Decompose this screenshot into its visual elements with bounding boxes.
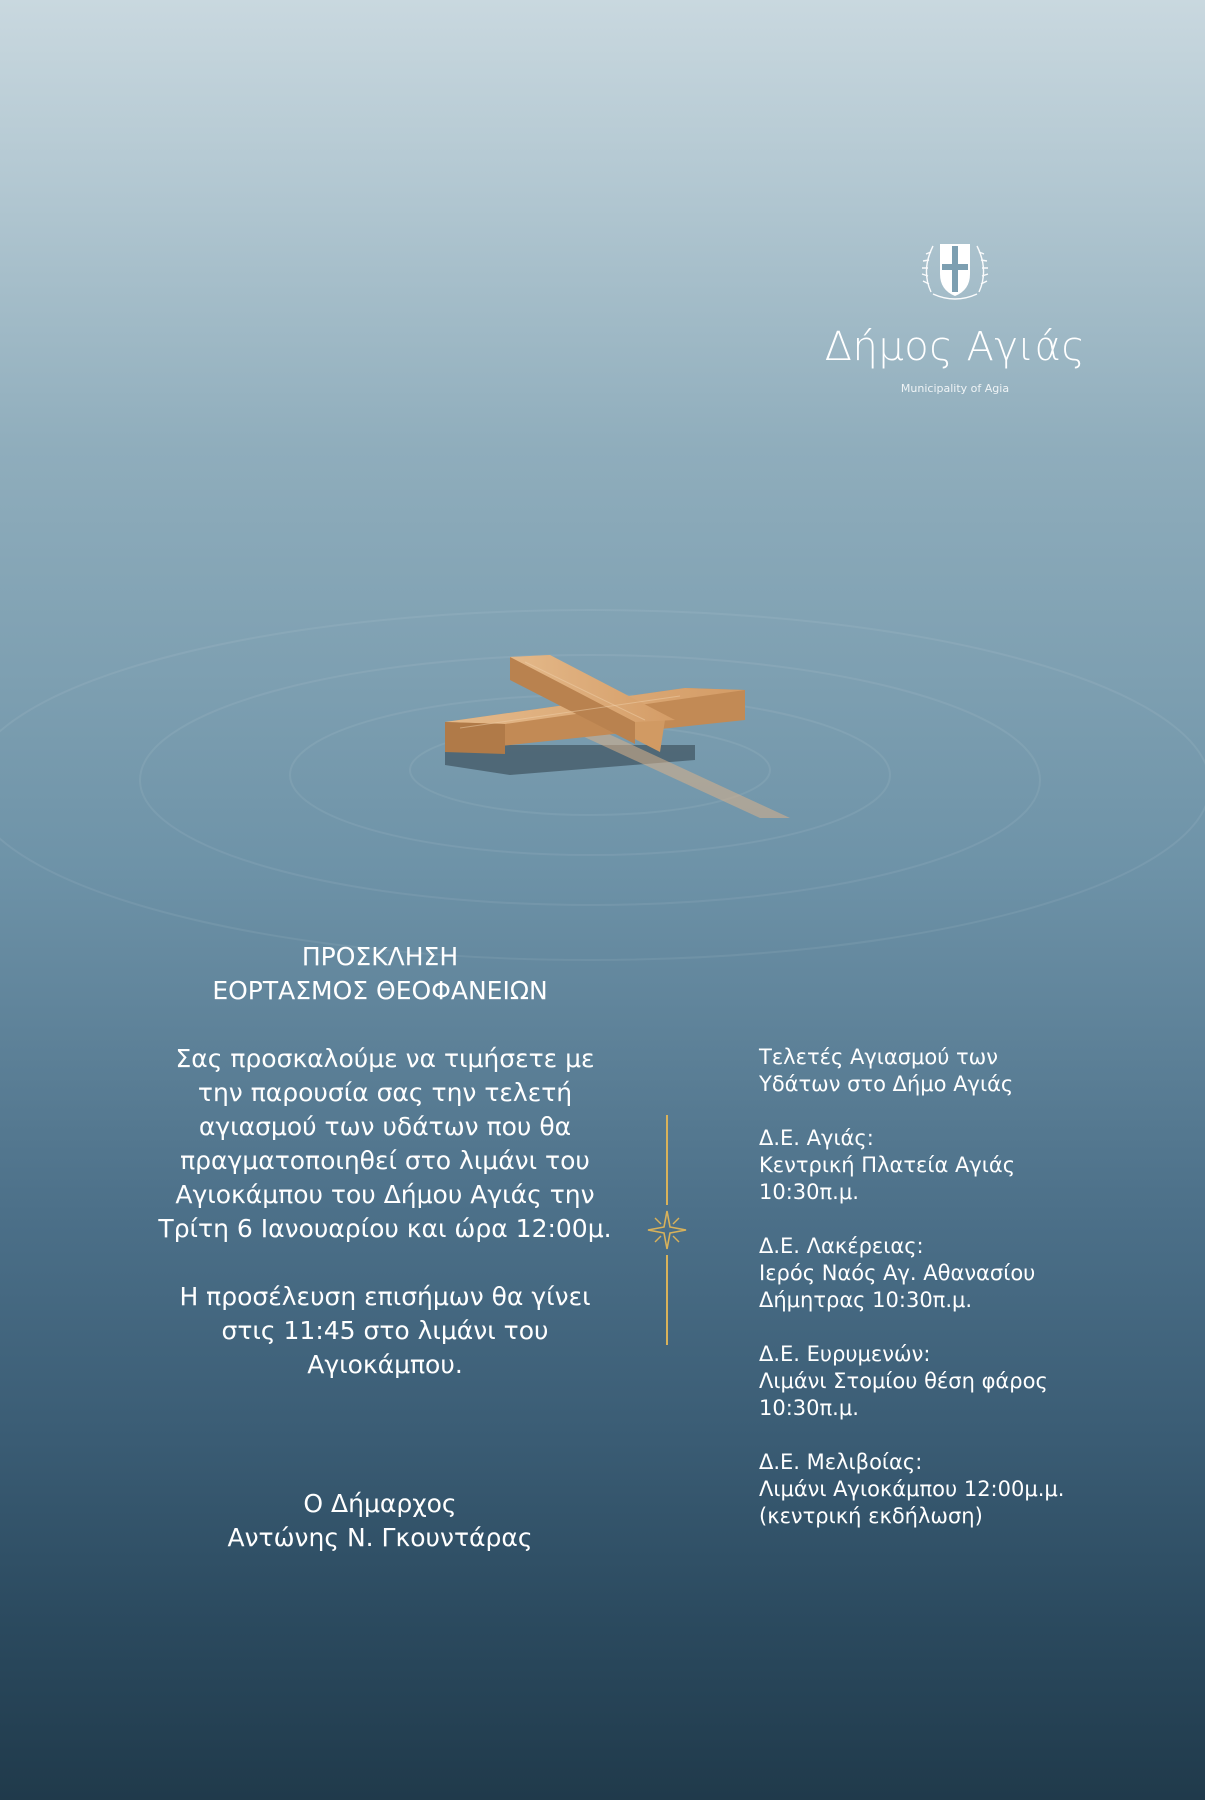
ceremony-unit-melivoia (759, 1449, 1089, 1530)
unit-time: Δήμητρας 10:30π.μ. (759, 1288, 973, 1312)
signature-name: Αντώνης Ν. Γκουντάρας (227, 1523, 533, 1552)
unit-location: Ιερός Ναός Αγ. Αθανασίου (759, 1261, 1036, 1285)
heading-line-celebration: ΕΟΡΤΑΣΜΟΣ ΘΕΟΦΑΝΕΙΩΝ (212, 976, 548, 1005)
unit-time: 10:30π.μ. (759, 1180, 859, 1204)
mayor-signature (120, 1487, 640, 1555)
unit-note: (κεντρική εκδήλωση) (759, 1504, 983, 1528)
invitation-heading (120, 940, 640, 1008)
greek-coat-of-arms-icon (915, 230, 995, 310)
intro-line: Τελετές Αγιασμού των (759, 1045, 998, 1069)
invitation-paragraph: Σας προσκαλούμε να τιμήσετε με την παρουσία σας την τελετή αγιασμού των υδάτων που θα πραγματοποιηθεί στο λιμάνι του Αγιοκάμπου του Δήμου Αγιάς την Τρίτη 6 Ιανουαρίου και ώρα 12:00μ. (158, 1044, 612, 1243)
intro-line: Υδάτων στο Δήμο Αγιάς (759, 1072, 1014, 1096)
logo-title: Δήμος Αγιάς (824, 324, 1086, 370)
signature-title: Ο Δήμαρχος (303, 1489, 457, 1518)
unit-name: Δ.Ε. Ευρυμενών: (759, 1342, 931, 1366)
unit-name: Δ.Ε. Μελιβοίας: (759, 1450, 923, 1474)
unit-name: Δ.Ε. Αγιάς: (759, 1126, 874, 1150)
ceremony-unit-agia (759, 1125, 1089, 1206)
ceremonies-intro (759, 1044, 1089, 1098)
arrival-paragraph: Η προσέλευση επισήμων θα γίνει στις 11:45 στο λιμάνι του Αγιοκάμπου. (179, 1282, 591, 1379)
unit-location: Λιμάνι Στομίου θέση φάρος (759, 1369, 1048, 1393)
ceremony-unit-evrymenes (759, 1341, 1089, 1422)
unit-time: 10:30π.μ. (759, 1396, 859, 1420)
ceremonies-list (759, 1044, 1089, 1557)
logo-subtitle: Municipality of Agia (900, 382, 1010, 395)
heading-line-invitation: ΠΡΟΣΚΛΗΣΗ (301, 942, 459, 971)
municipality-logo (820, 230, 1090, 395)
gold-star-divider (640, 1115, 694, 1345)
unit-name: Δ.Ε. Λακέρειας: (759, 1234, 924, 1258)
wooden-cross-image (430, 640, 810, 840)
ceremony-unit-lakereia (759, 1233, 1089, 1314)
unit-location: Κεντρική Πλατεία Αγιάς (759, 1153, 1016, 1177)
invitation-body (150, 1042, 620, 1416)
unit-location: Λιμάνι Αγιοκάμπου 12:00μ.μ. (759, 1477, 1065, 1501)
